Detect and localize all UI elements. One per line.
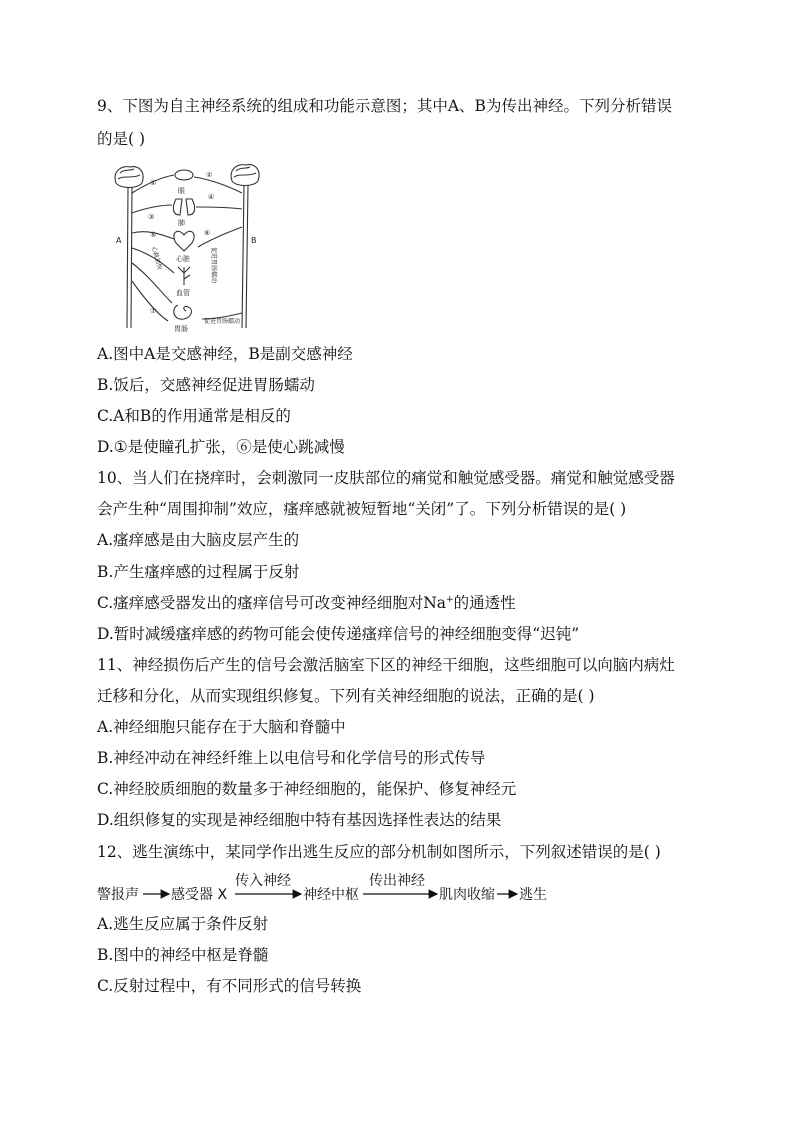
circle-3: ③ [148, 213, 155, 221]
blood-vessel-icon [178, 267, 190, 285]
q10-option-d: D.暂时减缓瘙痒感的药物可能会使传递瘙痒信号的神经细胞变得“迟钝” [97, 625, 580, 643]
label-b: B [251, 236, 257, 245]
q10-option-a: A.瘙痒感是由大脑皮层产生的 [97, 531, 300, 549]
q9-stem-line1: 9、下图为自主神经系统的组成和功能示意图；其中A、B为传出神经。下列分析错误 [97, 97, 672, 115]
circle-6: ⑥ [204, 229, 211, 237]
flow-node-alarm: 警报声 [97, 887, 139, 903]
circle-2: ② [206, 171, 213, 179]
q11-option-a: A.神经细胞只能存在于大脑和脊髓中 [97, 718, 346, 736]
flow-edge-afferent: 传入神经 [235, 873, 291, 889]
q12-option-b: B.图中的神经中枢是脊髓 [97, 946, 269, 964]
note-right: 促进胃肠蠕动 [210, 247, 217, 284]
q11-option-b: B.神经冲动在神经纤维上以电信号和化学信号的形式传导 [97, 749, 486, 767]
escape-reflex-flow-diagram [97, 872, 567, 908]
flow-node-muscle: 肌肉收缩 [439, 887, 495, 903]
heart-icon [174, 231, 194, 251]
q10-option-b: B.产生瘙痒感的过程属于反射 [97, 563, 300, 581]
organ-eye-label: 眼 [178, 187, 185, 195]
q10-option-c-sup: + [446, 594, 454, 605]
q9-option-a: A.图中A是交感神经，B是副交感神经 [97, 345, 353, 363]
flow-node-center: 神经中枢 [303, 887, 359, 903]
label-a: A [116, 236, 122, 245]
q10-option-c-prefix: C.瘙痒感受器发出的瘙痒信号可改变神经细胞对Na [97, 594, 447, 612]
eye-icon [175, 170, 193, 180]
q9-option-c: C.A和B的作用通常是相反的 [97, 407, 291, 425]
circle-1: ① [150, 179, 157, 187]
organ-vessel-label: 血管 [176, 289, 190, 297]
organ-gut-label: 胃肠 [174, 325, 188, 333]
q12-option-a: A.逃生反应属于条件反射 [97, 915, 269, 933]
q10-stem-line1: 10、当人们在挠痒时，会刺激同一皮肤部位的痛觉和触觉感受器。痛觉和触觉感受器 [97, 469, 675, 487]
flow-edge-efferent: 传出神经 [369, 873, 425, 889]
q10-option-c [97, 593, 516, 613]
circle-7: ⑦ [150, 307, 157, 315]
q11-stem-line1: 11、神经损伤后产生的信号会激活脑室下区的神经干细胞，这些细胞可以向脑内病灶 [97, 656, 675, 674]
organ-heart-label: 心脏 [176, 255, 190, 263]
q12-stem-line1: 12、逃生演练中，某同学作出逃生反应的部分机制如图所示，下列叙述错误的是( ) [97, 843, 661, 861]
note-bottom: 促进胃肠蠕动 [204, 318, 241, 325]
q10-option-c-suffix: 的通透性 [453, 594, 516, 612]
circle-5: ⑤ [150, 231, 157, 239]
lung-icon [173, 199, 194, 215]
left-spinal-cord [127, 187, 132, 328]
flow-node-escape: 逃生 [519, 887, 547, 903]
note-left: 心跳加快 [150, 245, 164, 271]
q11-option-c: C.神经胶质细胞的数量多于神经细胞的，能保护、修复神经元 [97, 780, 517, 798]
q10-stem-line2: 会产生种“周围抑制”效应，瘙痒感就被短暂地“关闭”了。下列分析错误的是( ) [97, 500, 627, 518]
q11-stem-line2: 迁移和分化，从而实现组织修复。下列有关神经细胞的说法，正确的是( ) [97, 687, 595, 705]
right-spinal-cord [242, 185, 248, 328]
gut-icon [174, 305, 192, 319]
q12-option-c: C.反射过程中，有不同形式的信号转换 [97, 977, 362, 995]
q9-option-b: B.饭后，交感神经促进胃肠蠕动 [97, 376, 315, 394]
q11-option-d: D.组织修复的实现是神经细胞中特有基因选择性表达的结果 [97, 811, 502, 829]
q9-stem-line2: 的是( ) [97, 130, 146, 148]
organ-lung-label: 肺 [178, 219, 185, 227]
autonomic-nervous-system-diagram [108, 163, 268, 335]
flow-node-receptor: 感受器 X [171, 887, 228, 903]
circle-4: ④ [208, 193, 215, 201]
q9-option-d: D.①是使瞳孔扩张，⑥是使心跳减慢 [97, 438, 345, 456]
